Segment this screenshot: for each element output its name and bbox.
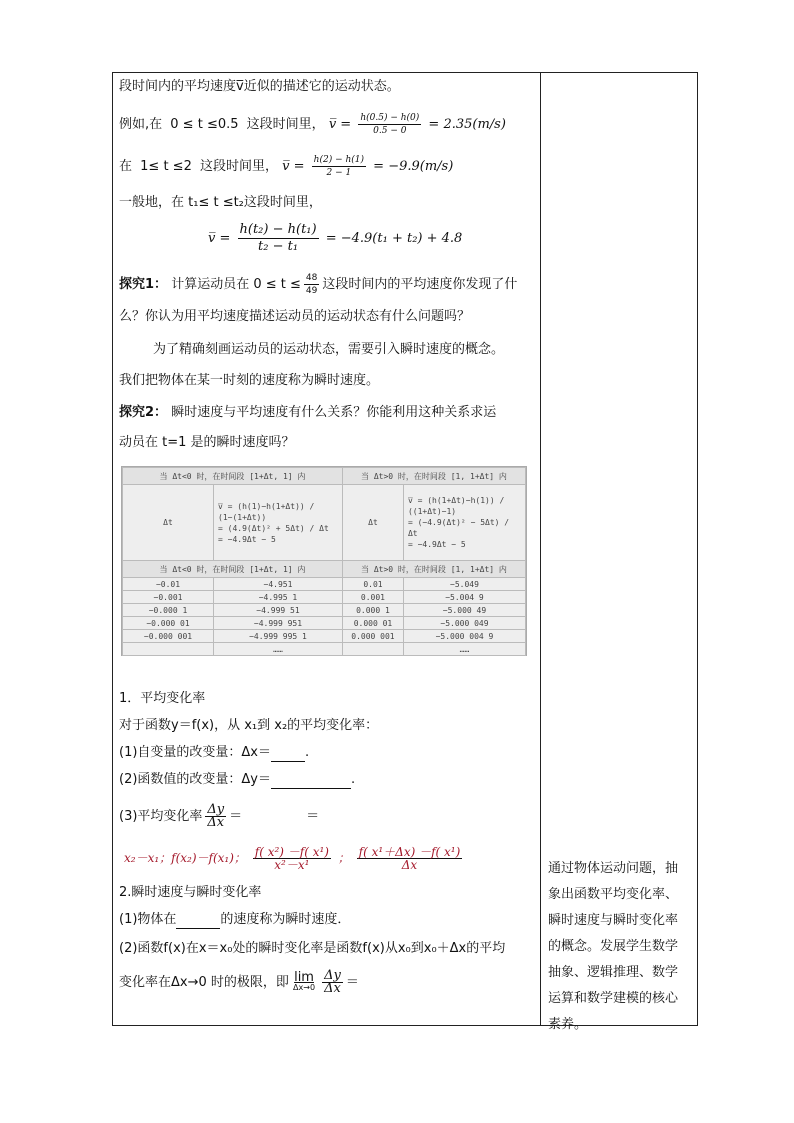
- cell: −5.004 9: [403, 591, 525, 604]
- text: 瞬时速度与平均速度有什么关系？你能利用这种关系求运: [171, 405, 497, 420]
- table-row: [123, 604, 526, 617]
- answer-text: x₂－x₁；f(x₂)－f(x₁)；: [124, 851, 246, 865]
- text: (3)平均变化率: [119, 809, 203, 824]
- text: 这段时间内的平均速度你发现了什: [322, 277, 518, 292]
- intro-line-1: 段时间内的平均速度v̅近似的描述它的运动状态。: [119, 79, 400, 94]
- dt-cell: Δt: [123, 485, 214, 561]
- range-fraction: [304, 272, 319, 297]
- cell: −5.000 049: [403, 617, 525, 630]
- numerator: h(t₂) − h(t₁): [239, 222, 317, 237]
- table-subheader-right: 当 Δt>0 时，在时间段 [1, 1+Δt] 内: [342, 561, 525, 578]
- cell: −4.999 995 1: [214, 630, 343, 643]
- table-row: [123, 591, 526, 604]
- numerator: h(0.5) − h(0): [360, 113, 420, 123]
- text: 例如,在: [119, 117, 163, 132]
- avg-velocity-fraction: [312, 154, 366, 179]
- explore2-line-2: 动员在 t=1 是的瞬时速度吗？: [119, 435, 295, 450]
- answer-blank: [176, 928, 220, 929]
- limit-symbol: [293, 969, 316, 993]
- explore1-line-1: [119, 272, 517, 297]
- cell: 0.000 001: [342, 630, 403, 643]
- answer-fraction: [253, 846, 331, 871]
- explore1-label: 探究1：: [119, 277, 168, 292]
- cell: −5.000 004 9: [403, 630, 525, 643]
- text: (1)物体在: [119, 912, 177, 927]
- section2-line-3: [119, 970, 359, 995]
- result: = −9.9(m/s): [373, 159, 454, 174]
- numerator: Δy: [324, 968, 341, 983]
- text: 在: [119, 159, 133, 174]
- section1-line-3: (2)函数值的改变量：Δy＝ .: [119, 772, 356, 787]
- section2-line-2: (2)函数f(x)在x＝x₀处的瞬时变化率是函数f(x)从x₀到x₀＋Δx的平均: [119, 941, 506, 956]
- explore2-label: 探究2：: [119, 405, 168, 420]
- table-row: [123, 578, 526, 591]
- text: 变化率在Δx→0 时的极限，即: [119, 975, 289, 990]
- text: (2)函数值的改变量：Δy＝: [119, 772, 272, 787]
- intro-line-4: 一般地，在 t₁≤ t ≤t₂这段时间里，: [119, 195, 322, 210]
- text: 这段时间里，: [246, 117, 325, 132]
- equals: ＝: [306, 809, 320, 824]
- cell: −0.000 01: [123, 617, 214, 630]
- answer-blank: [271, 761, 305, 762]
- cell: 0.000 01: [342, 617, 403, 630]
- table-row: [123, 617, 526, 630]
- cell: −0.000 1: [123, 604, 214, 617]
- column-divider: [540, 72, 541, 1026]
- intro-line-3: [119, 154, 453, 179]
- cell: −5.000 49: [403, 604, 525, 617]
- section1-answers: [124, 846, 465, 871]
- result: = 2.35(m/s): [428, 117, 506, 132]
- eq-right-cell: [403, 485, 525, 561]
- answer-blank: [271, 788, 351, 789]
- cell: 0.01: [342, 578, 403, 591]
- vbar-symbol: v̅ =: [208, 231, 231, 246]
- section1-title: 1．平均变化率: [119, 691, 206, 706]
- cell: −4.995 1: [214, 591, 343, 604]
- explore1-line-2: 么？你认为用平均速度描述运动员的运动状态有什么问题吗？: [119, 309, 471, 324]
- numerator: h(2) − h(1): [313, 155, 365, 165]
- lim-text: lim: [294, 969, 314, 985]
- table-row: [123, 643, 526, 656]
- cell: 0.000 1: [342, 604, 403, 617]
- cell: [342, 643, 403, 656]
- denominator: Δx: [324, 981, 341, 996]
- text: (1)自变量的改变量：Δx＝: [119, 745, 272, 760]
- eq-line: v̅ = (h(1)−h(1+Δt)) / (1−(1+Δt)): [218, 501, 315, 522]
- denominator: x²－x¹: [274, 858, 310, 872]
- limit-fraction: [322, 970, 343, 995]
- table-row: [123, 630, 526, 643]
- cell: −5.049: [403, 578, 525, 591]
- cell: −0.000 001: [123, 630, 214, 643]
- cell: ……: [403, 643, 525, 656]
- cell: −4.999 951: [214, 617, 343, 630]
- range: 1≤ t ≤2: [140, 159, 192, 174]
- denominator: 0.5 − 0: [373, 126, 407, 136]
- eq-left-cell: [214, 485, 343, 561]
- denominator: 2 − 1: [326, 168, 352, 178]
- cell: −0.001: [123, 591, 214, 604]
- explore2-line-1: [119, 404, 496, 422]
- explore1-para-2: 我们把物体在某一时刻的速度称为瞬时速度。: [119, 373, 380, 388]
- eq-line: v̅ = (h(1+Δt)−h(1)) / ((1+Δt)−1): [407, 496, 505, 516]
- eq-line: = (4.9(Δt)² + 5Δt) / Δt: [218, 523, 329, 533]
- table-header-left: 当 Δt<0 时，在时间段 [1+Δt, 1] 内: [123, 468, 343, 485]
- cell: −4.999 51: [214, 604, 343, 617]
- section1-line-4: [119, 804, 319, 829]
- text: 的速度称为瞬时速度．: [220, 912, 351, 927]
- answer-fraction: [357, 846, 463, 871]
- velocity-table: [122, 467, 526, 656]
- lim-subscript: Δx→0: [293, 982, 316, 992]
- text: 这段时间里，: [200, 159, 279, 174]
- explore1-para-1: 为了精确刻画运动员的运动状态，需要引入瞬时速度的概念。: [153, 342, 505, 357]
- section1-line-1: 对于函数y＝f(x)，从 x₁到 x₂的平均变化率：: [119, 718, 379, 733]
- numerator: Δy: [207, 802, 225, 817]
- avg-velocity-fraction: [358, 112, 421, 137]
- numerator: f( x¹＋Δx) －f( x¹): [358, 845, 461, 859]
- table-header-right: 当 Δt>0 时，在时间段 [1, 1+Δt] 内: [342, 468, 525, 485]
- cell: −4.951: [214, 578, 343, 591]
- numerator: 48: [305, 273, 318, 283]
- eq-line: = (−4.9(Δt)² − 5Δt) / Δt: [407, 518, 510, 538]
- design-intent-note: 通过物体运动问题，抽象出函数平均变化率、瞬时速度与瞬时变化率的概念。发展学生数学抽象、逻辑推理、数学运算和数学建模的核心素养。: [548, 861, 679, 1032]
- vbar-symbol: v̅ =: [282, 159, 305, 174]
- avg-rate-fraction: [205, 804, 226, 829]
- denominator: 49: [305, 286, 318, 296]
- cell: ……: [214, 643, 343, 656]
- eq-line: = −4.9Δt − 5: [218, 534, 276, 544]
- general-formula: [208, 222, 462, 255]
- table-subheader-left: 当 Δt<0 时，在时间段 [1+Δt, 1] 内: [123, 561, 343, 578]
- result: = −4.9(t₁ + t₂) + 4.8: [325, 231, 463, 246]
- denominator: t₂ − t₁: [258, 239, 299, 254]
- cell: [123, 643, 214, 656]
- eq-line: = −4.9Δt − 5: [407, 540, 466, 549]
- text: 计算运动员在 0 ≤ t ≤: [171, 277, 301, 292]
- denominator: Δx: [207, 815, 225, 830]
- range: 0 ≤ t ≤0.5: [170, 117, 239, 132]
- cell: −0.01: [123, 578, 214, 591]
- equals: ＝: [229, 809, 243, 824]
- dt-cell: Δt: [342, 485, 403, 561]
- intro-line-2: [119, 112, 506, 137]
- separator: ；: [337, 851, 350, 865]
- vbar-symbol: v̅ =: [328, 117, 352, 132]
- section2-title: 2.瞬时速度与瞬时变化率: [119, 885, 262, 900]
- cell: 0.001: [342, 591, 403, 604]
- equals: ＝: [345, 975, 359, 990]
- section1-line-2: (1)自变量的改变量：Δx＝ .: [119, 745, 310, 760]
- numerator: f( x²) －f( x¹): [254, 845, 329, 859]
- general-fraction: [238, 222, 319, 255]
- section2-line-1: [119, 911, 350, 929]
- denominator: Δx: [401, 858, 418, 872]
- velocity-table-image: [121, 466, 527, 656]
